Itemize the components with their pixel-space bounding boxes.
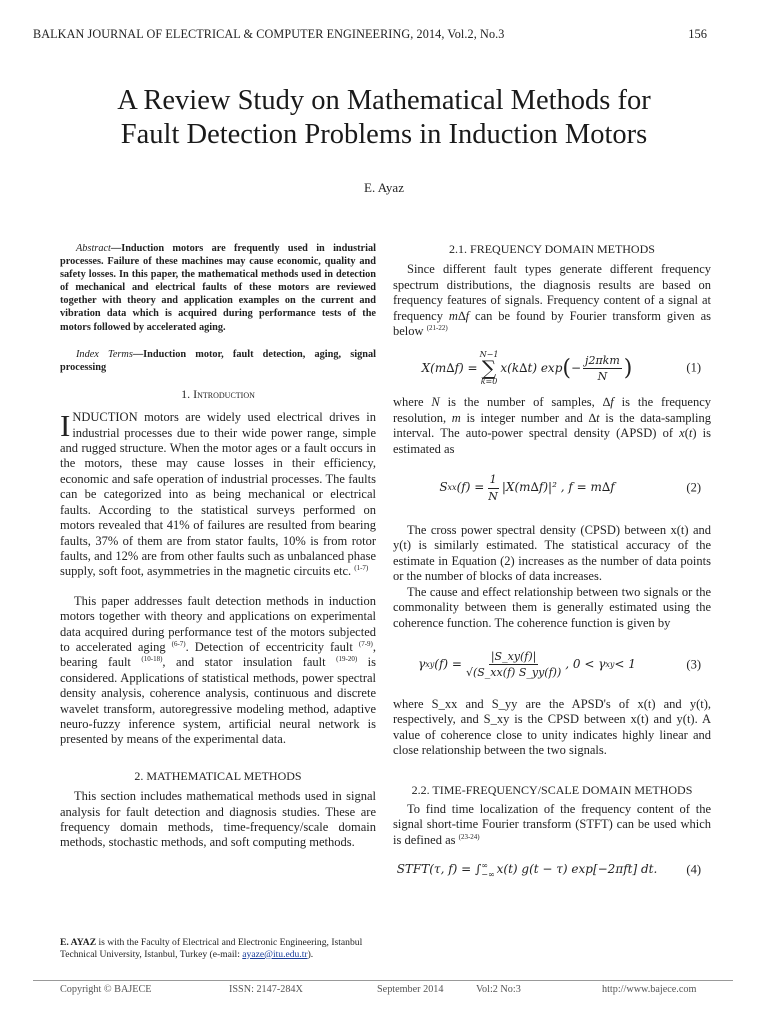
section-1-heading	[60, 387, 376, 402]
equation-3: γ xy (f) = $\frac{|S\_xy(f)|}{√(S\_xx(f) S\_yy(f))}$ , 0 < γ xy < 1 (3)	[418, 650, 701, 680]
footer-copyright: Copyright © BAJECE	[60, 984, 152, 995]
author-footnote: E. AYAZ is with the Faculty of Electrical and Electronic Engineering, Istanbul Technical University, Istanbul, Turkey (e-mail: ayaze@itu.edu.tr).	[60, 937, 363, 960]
index-terms	[60, 348, 376, 374]
index-terms-text: —Induction motor, fault detection, aging, signal processing	[60, 348, 376, 373]
section-1-title: ntroduction	[197, 386, 255, 401]
freq-paragraph-4: The cause and effect relationship between two signals or the commonality between them is generally estimated using the coherence function. The coherence function is given by	[393, 584, 711, 630]
equation-4: STFT(τ, f) = ∫ ∞ −∞ x(t) g(t − τ) exp[−2πft] dt. (4)	[396, 861, 701, 880]
footer-volume: Vol:2 No:3	[476, 984, 521, 995]
citation: (21-22)	[426, 324, 448, 333]
right-column	[393, 242, 711, 888]
footer-divider	[33, 980, 733, 981]
intro-p1-text: NDUCTION motors are widely used electrical drives in industrial processes due to their wide power range, simple and rugged structure. When the motor ages or a fault occurs in the motors, these may cause losses in their efficiency, economic and safe operation of industrial processes. The faults can be categorized into as being mechanical or electrical faults. According to the statistical surveys performed on motors revealed that 41% of failures are resulted from bearing faults, 37% of them are from stator faults, 10% is from rotor faults, and 12% are from other faults such as unbalanced phase supply, soft foot, asymmetries in the magnetic circuits etc.	[60, 410, 376, 579]
citation: (7-9)	[358, 639, 373, 648]
drop-cap: I	[60, 408, 71, 444]
journal-header: BALKAN JOURNAL OF ELECTRICAL & COMPUTER ENGINEERING, 2014, Vol.2, No.3	[33, 27, 505, 41]
abstract-text: —Induction motors are frequently used in industrial processes. Failure of these machines may cause economic, quality and safety losses. In this paper, the mathematical methods used in detection of mechanical and electrical faults of these motors are reviewed together with theory and application examples on the current and vibration data which is acquired during performance tests of the motors followed by accelerated aging.	[60, 243, 376, 333]
footer-issn: ISSN: 2147-284X	[229, 984, 303, 995]
footnote-text: is with the Faculty of Electrical and Electronic Engineering, Istanbul Technical University, Istanbul, Turkey (e-mail:	[60, 937, 363, 960]
footer-date: September 2014	[377, 984, 444, 995]
freq-paragraph-2: where N is the number of samples, ∆f is the frequency resolution, m is integer number and ∆t is the data-sampling interval. The auto-power spectral density (APSD) of x(t) is estimated as	[393, 395, 712, 456]
footer-url[interactable]: http://www.bajece.com	[602, 984, 697, 995]
citation: (6-7)	[171, 639, 186, 648]
section-2-heading: 2. MATHEMATICAL METHODS	[134, 768, 302, 783]
intro-paragraph-2: This paper addresses fault detection methods in induction motors together with theory and applications on experimental data acquired during performance test of the motors subjected to accelerated aging $^{(6-7)}$. Detection of eccentricity fault $^{(7-9)}$, bearing fault $^{(10-18)}$, and stator insulation fault $^{(19-20)}$ is considered. Applications of statistical methods, power spectral density analysis, coherence analysis, continuous and discrete wavelet transform, autoregressive modeling method, adaptive neuro-fuzzy inference system, artificial neural network is presented by means of the experimental data.	[60, 593, 377, 747]
sum-symbol: N−1 ∑ k=0	[479, 350, 499, 387]
section-2-paragraph: This section includes mathematical methods used in signal analysis for fault detection and diagnosis studies. These are frequency domain methods, time-frequency/scale domain methods, stochastic methods, and soft computing methods.	[60, 789, 376, 850]
equation-number: (2)	[686, 480, 701, 495]
citation: (19-20)	[336, 655, 358, 664]
equation-number: (4)	[686, 862, 701, 877]
tfs-paragraph-1: To find time localization of the frequency content of the signal short-time Fourier transform (STFT) can be used which is defined as $^{(23-24)}$	[393, 801, 711, 847]
citation: (1-7)	[354, 564, 369, 573]
citation: (10-18)	[141, 655, 163, 664]
freq-paragraph-3: The cross power spectral density (CPSD) between x(t) and y(t) is similarly estimated. The statistical accuracy of the estimate in Equation (2) increases as the number of data points or the number of blocks of data increases.	[393, 523, 711, 584]
section-2-1-heading: 2.1. FREQUENCY DOMAIN METHODS	[449, 242, 655, 256]
author-email-link[interactable]: ayaze@itu.edu.tr	[242, 948, 308, 960]
section-2-2-heading: 2.2. TIME-FREQUENCY/SCALE DOMAIN METHODS	[411, 782, 693, 797]
section-1-number: 1. I	[181, 386, 198, 401]
equation-number: (1)	[686, 360, 701, 375]
left-column	[60, 242, 376, 851]
paper-title	[0, 84, 768, 152]
citation: (23-24)	[458, 832, 480, 841]
page-number: 156	[688, 27, 707, 41]
intro-paragraph-1	[60, 410, 376, 579]
equation-1: X(m∆f) = N−1 ∑ k=0 x(k∆t) exp ( − $\frac{\text{j2πkm}}{N}$ ) (1)	[421, 350, 701, 387]
title-line-1: A Review Study on Mathematical Methods for	[117, 85, 651, 116]
title-line-2: Fault Detection Problems in Induction Motors	[120, 119, 648, 150]
freq-paragraph-1: Since different fault types generate different frequency spectrum distributions, the diagnosis results are based on frequency features of signals. Frequency content of a signal at frequency m∆f can be found by Fourier transform given as below $^{(21-22)}$	[393, 262, 711, 339]
abstract	[60, 242, 376, 334]
footnote-author: E. AYAZ	[60, 937, 97, 948]
equation-2: S xx (f) = $\frac{1}{N}$ |X(m∆f)|² , f = m∆f (2)	[439, 473, 701, 503]
freq-paragraph-5: where S_xx and S_yy are the APSD's of x(t) and y(t), respectively, and S_xy is the CPSD between x(t) and y(t). A value of coherence close to unity indicates highly linear and close relationship between the two signals.	[393, 696, 711, 758]
abstract-lead: Abstract	[76, 243, 111, 254]
author: E. Ayaz	[364, 180, 404, 195]
equation-number: (3)	[686, 657, 701, 672]
index-terms-lead: Index Terms	[76, 348, 133, 360]
